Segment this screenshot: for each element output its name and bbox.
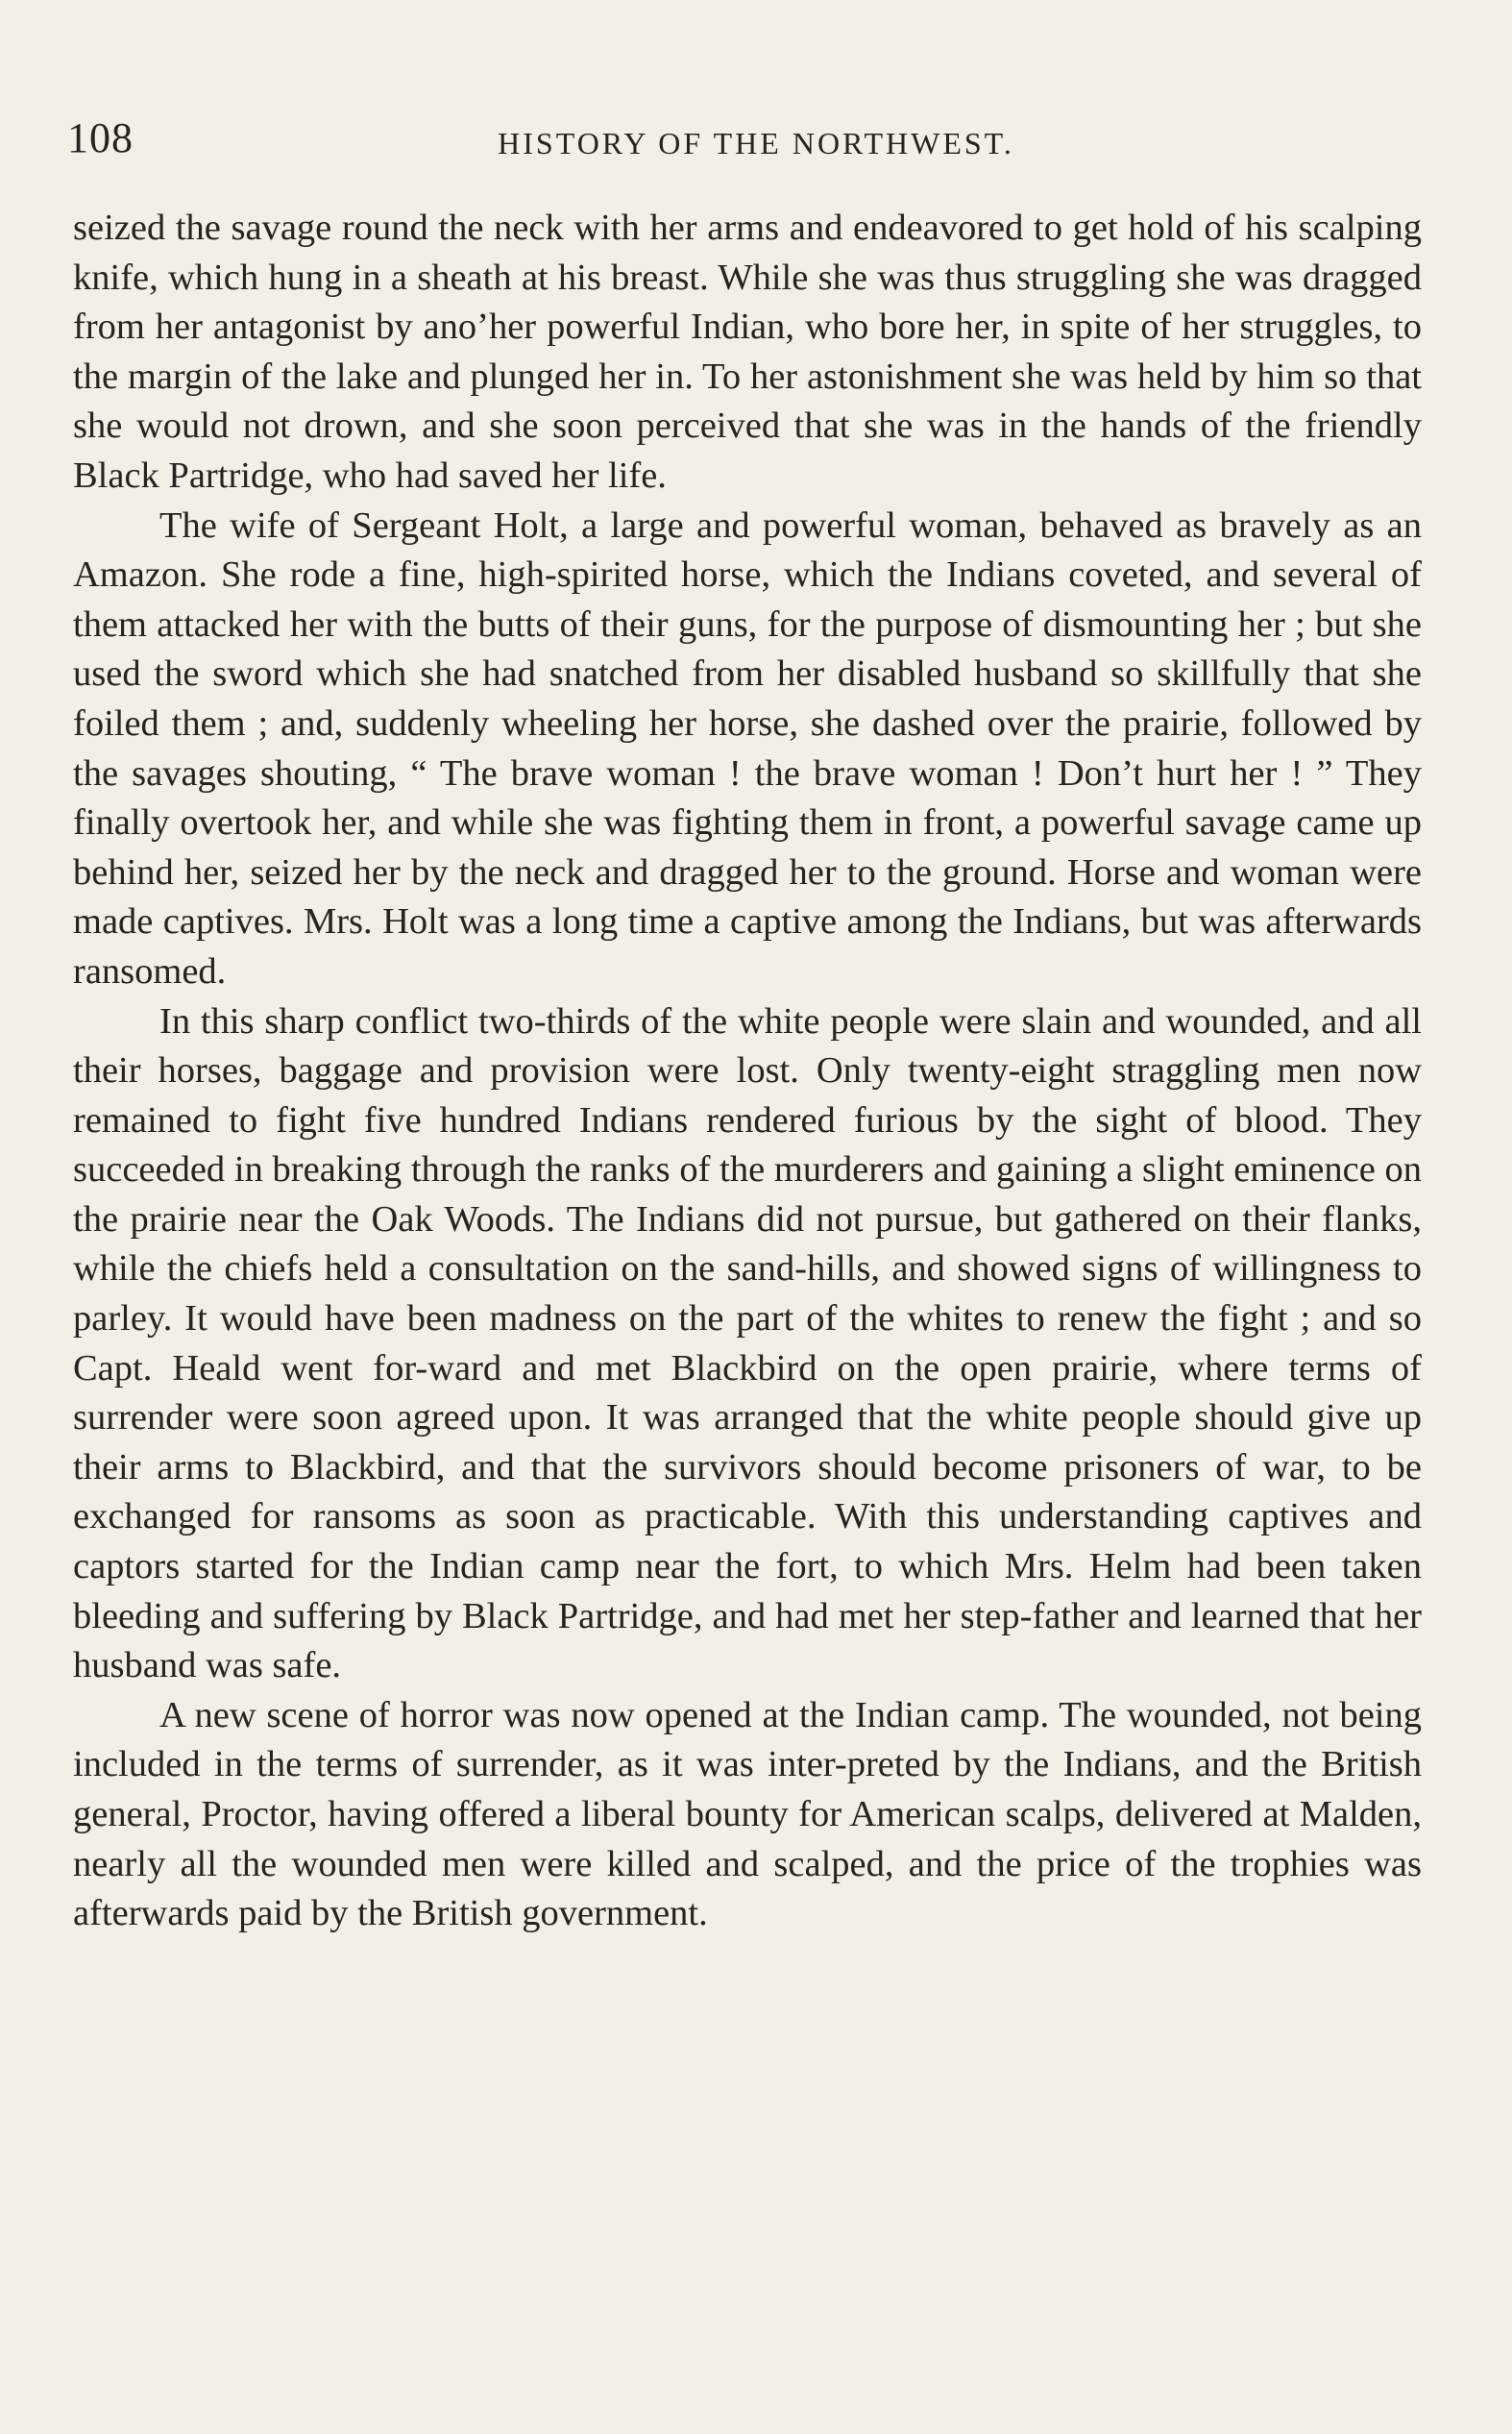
paragraph: The wife of Sergeant Holt, a large and powerful woman, behaved as bravely as an Amazon. She rode a fine, high-spirited horse, which the Indians coveted, and several of them attacked her with the butts of their guns, for the purpose of dismounting her ; but she used the sword which she had snatched from her disabled husband so skillfully that she foiled them ; and, suddenly wheeling her horse, she dashed over the prairie, followed by the savages shouting, “ The brave woman ! the brave woman ! Don’t hurt her ! ” They finally overtook her, and while she was fighting them in front, a powerful savage came up behind her, seized her by the neck and dragged her to the ground. Horse and woman were made captives. Mrs. Holt was a long time a captive among the Indians, but was afterwards ransomed. <box>73 504 1422 992</box>
body-text <box>73 204 1422 1939</box>
paragraph: In this sharp conflict two-thirds of the white people were slain and wounded, and all their horses, baggage and provision were lost. Only twenty-eight straggling men now remained to fight five hundred Indians rendered furious by the sight of blood. They succeeded in breaking through the ranks of the murderers and gaining a slight eminence on the prairie near the Oak Woods. The Indians did not pursue, but gathered on their flanks, while the chiefs held a consultation on the sand-hills, and showed signs of willingness to parley. It would have been madness on the part of the whites to renew the fight ; and so Capt. Heald went for-ward and met Blackbird on the open prairie, where terms of surrender were soon agreed upon. It was arranged that the white people should give up their arms to Blackbird, and that the survivors should become prisoners of war, to be exchanged for ransoms as soon as practicable. With this understanding captives and captors started for the Indian camp near the fort, to which Mrs. Helm had been taken bleeding and suffering by Black Partridge, and had met her step-father and learned that her husband was safe. <box>73 1000 1422 1686</box>
paragraph: A new scene of horror was now opened at the Indian camp. The wounded, not being included in the terms of surrender, as it was inter-preted by the Indians, and the British general, Proctor, having offered a liberal bounty for American scalps, delivered at Malden, nearly all the wounded men were killed and scalped, and the price of the trophies was afterwards paid by the British government. <box>73 1694 1422 1934</box>
running-head: HISTORY OF THE NORTHWEST. <box>498 126 1014 160</box>
paragraph: seized the savage round the neck with her arms and endeavored to get hold of his scalping knife, which hung in a sheath at his breast. While she was thus struggling she was dragged from her antagonist by anoʼher powerful Indian, who bore her, in spite of her struggles, to the margin of the lake and plunged her in. To her astonishment she was held by him so that she would not drown, and she soon perceived that she was in the hands of the friendly Black Partridge, who had saved her life. <box>73 208 1422 496</box>
page-number: 108 <box>67 114 134 161</box>
